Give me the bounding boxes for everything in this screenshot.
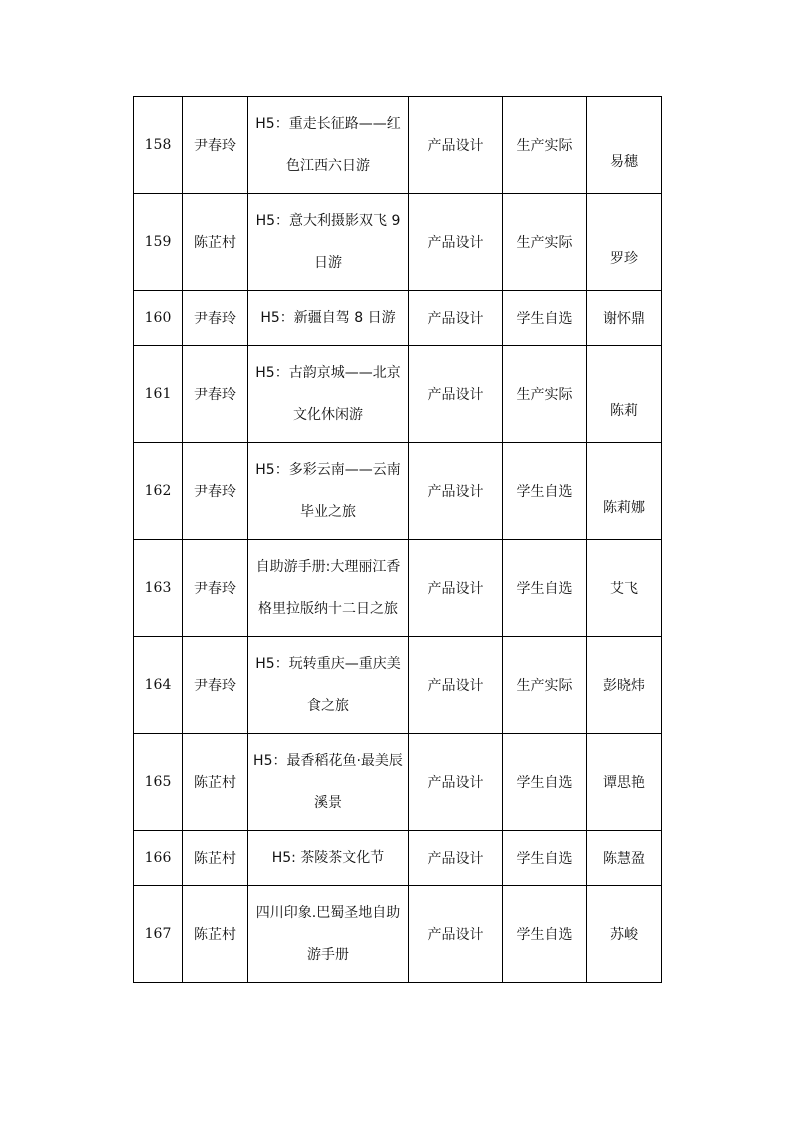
table-row [134, 291, 662, 346]
source-cell: 学生自选 [503, 734, 587, 831]
project-title-line: 色江西六日游 [286, 158, 370, 174]
table-row [134, 346, 662, 443]
row-number: 160 [134, 291, 183, 346]
teacher-cell: 尹春玲 [183, 443, 248, 540]
project-type-cell: 产品设计 [409, 886, 503, 983]
student-cell: 罗珍 [587, 194, 662, 291]
project-type-cell: 产品设计 [409, 443, 503, 540]
student-cell: 陈慧盈 [587, 831, 662, 886]
project-title-line: H5：新疆自驾 8 日游 [260, 310, 396, 326]
source-cell: 学生自选 [503, 540, 587, 637]
project-title-line: 文化休闲游 [293, 407, 363, 423]
teacher-cell: 陈芷村 [183, 194, 248, 291]
row-number: 164 [134, 637, 183, 734]
source-cell: 生产实际 [503, 637, 587, 734]
project-title-cell [248, 540, 409, 637]
source-cell: 生产实际 [503, 346, 587, 443]
row-number: 165 [134, 734, 183, 831]
table-row [134, 734, 662, 831]
row-number: 162 [134, 443, 183, 540]
table-body [134, 97, 662, 983]
source-cell: 生产实际 [503, 194, 587, 291]
project-title-line: H5：玩转重庆—重庆美 [255, 656, 401, 672]
student-cell: 谢怀鼎 [587, 291, 662, 346]
project-title-line: 游手册 [307, 947, 349, 963]
project-type-cell: 产品设计 [409, 637, 503, 734]
source-cell: 生产实际 [503, 97, 587, 194]
project-title-cell [248, 443, 409, 540]
student-cell: 陈莉 [587, 346, 662, 443]
project-title-cell [248, 194, 409, 291]
table-row [134, 540, 662, 637]
project-type-cell: 产品设计 [409, 346, 503, 443]
student-cell: 彭晓炜 [587, 637, 662, 734]
project-title-line: H5：多彩云南——云南 [255, 462, 401, 478]
row-number: 159 [134, 194, 183, 291]
project-title-cell [248, 831, 409, 886]
project-title-line: 日游 [314, 255, 342, 271]
teacher-cell: 陈芷村 [183, 886, 248, 983]
row-number: 167 [134, 886, 183, 983]
table-row [134, 194, 662, 291]
table-row [134, 886, 662, 983]
student-cell: 易穗 [587, 97, 662, 194]
project-title-line: 自助游手册:大理丽江香 [255, 559, 401, 575]
teacher-cell: 陈芷村 [183, 831, 248, 886]
project-title-line: H5：古韵京城——北京 [255, 365, 401, 381]
project-type-cell: 产品设计 [409, 831, 503, 886]
project-title-line: 食之旅 [307, 698, 349, 714]
project-title-cell [248, 346, 409, 443]
student-cell: 谭思艳 [587, 734, 662, 831]
project-title-line: H5：意大利摄影双飞 9 [255, 213, 401, 229]
table-row [134, 443, 662, 540]
project-title-cell [248, 291, 409, 346]
project-type-cell: 产品设计 [409, 734, 503, 831]
project-type-cell: 产品设计 [409, 194, 503, 291]
teacher-cell: 尹春玲 [183, 97, 248, 194]
source-cell: 学生自选 [503, 291, 587, 346]
teacher-cell: 尹春玲 [183, 637, 248, 734]
student-cell: 陈莉娜 [587, 443, 662, 540]
row-number: 166 [134, 831, 183, 886]
project-title-cell [248, 637, 409, 734]
row-number: 161 [134, 346, 183, 443]
student-cell: 艾飞 [587, 540, 662, 637]
project-type-cell: 产品设计 [409, 97, 503, 194]
project-title-line: H5: 茶陵茶文化节 [271, 850, 385, 866]
table-row [134, 831, 662, 886]
table-row [134, 97, 662, 194]
table-row [134, 637, 662, 734]
project-title-line: 四川印象.巴蜀圣地自助 [255, 905, 401, 921]
row-number: 158 [134, 97, 183, 194]
project-type-cell: 产品设计 [409, 540, 503, 637]
project-title-cell [248, 97, 409, 194]
teacher-cell: 尹春玲 [183, 540, 248, 637]
teacher-cell: 陈芷村 [183, 734, 248, 831]
project-title-line: 溪景 [314, 795, 342, 811]
source-cell: 学生自选 [503, 443, 587, 540]
project-title-cell [248, 886, 409, 983]
source-cell: 学生自选 [503, 831, 587, 886]
teacher-cell: 尹春玲 [183, 291, 248, 346]
student-cell: 苏峻 [587, 886, 662, 983]
project-table [133, 96, 662, 983]
row-number: 163 [134, 540, 183, 637]
source-cell: 学生自选 [503, 886, 587, 983]
teacher-cell: 尹春玲 [183, 346, 248, 443]
project-title-line: H5：重走长征路——红 [255, 116, 401, 132]
project-title-line: H5：最香稻花鱼·最美辰 [253, 753, 403, 769]
project-title-cell [248, 734, 409, 831]
project-type-cell: 产品设计 [409, 291, 503, 346]
project-title-line: 格里拉版纳十二日之旅 [258, 601, 398, 617]
project-title-line: 毕业之旅 [300, 504, 356, 520]
